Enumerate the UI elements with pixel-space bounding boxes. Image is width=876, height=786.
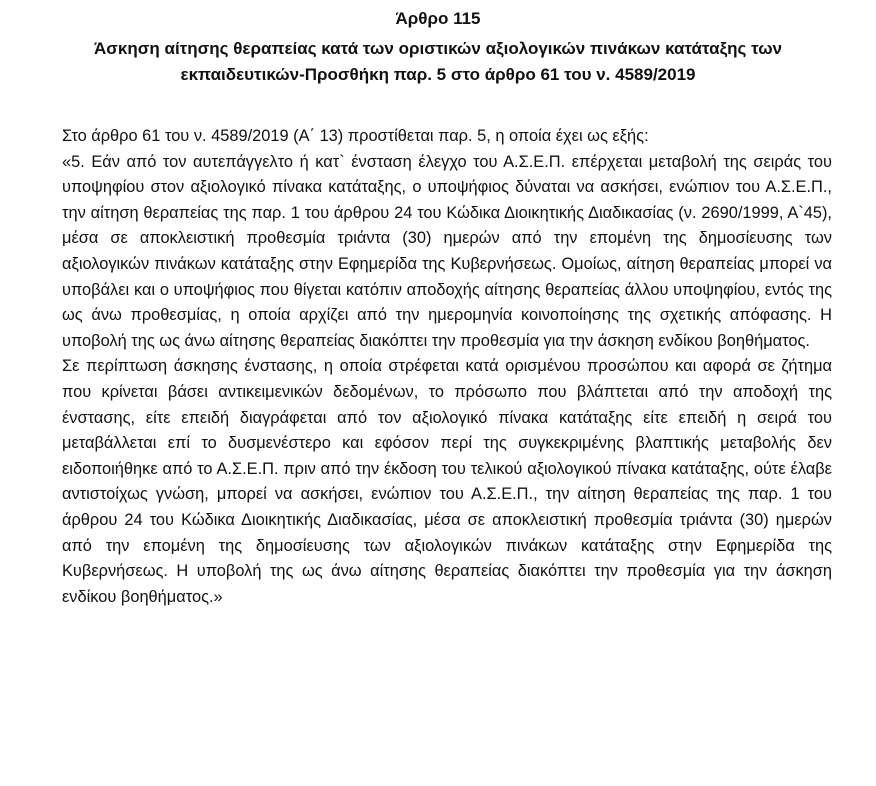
amendment-paragraph-2: Σε περίπτωση άσκησης ένστασης, η οποία στρέφεται κατά ορισμένου προσώπου και αφορά σε ζήτημα που κρίνεται βάσει αντικειμενικών δεδομένων, το πρόσωπο που βλάπτεται από την αποδοχή της ένστασης, είτε επειδή διαγράφεται από τον αξιολογικό πίνακα κατάταξης είτε επειδή η σειρά του μεταβάλλεται επί το δυσμενέστερο και εφόσον περί της συγκεκριμένης βλαπτικής μεταβολής δεν ειδοποιήθηκε από το Α.Σ.Ε.Π. πριν από την έκδοση του τελικού αξιολογικού πίνακα κατάταξης, ούτε έλαβε αντιστοίχως γνώση, μπορεί να ασκήσει, ενώπιον του Α.Σ.Ε.Π., την αίτηση θεραπείας της παρ. 1 του άρθρου 24 του Κώδικα Διοικητικής Διαδικασίας, μέσα σε αποκλειστική προθεσμία τριάντα (30) ημερών από την επομένη της δημοσίευσης των αξιολογικών πινάκων κατάταξης στην Εφημερίδα της Κυβερνήσεως. Η υποβολή της ως άνω αίτησης θεραπείας διακόπτει την προθεσμία για την άσκηση ενδίκου βοηθήματος.»: [62, 357, 832, 606]
article-number: Άρθρο 115: [395, 9, 481, 28]
amendment-paragraph-1: «5. Εάν από τον αυτεπάγγελτο ή κατ` ένσταση έλεγχο του Α.Σ.Ε.Π. επέρχεται μεταβολή της σειράς του υποψηφίου στον αξιολογικό πίνακα κατάταξης, ο υποψήφιος δύναται να ασκήσει, ενώπιον του Α.Σ.Ε.Π., την αίτηση θεραπείας της παρ. 1 του άρθρου 24 του Κώδικα Διοικητικής Διαδικασίας (ν. 2690/1999, Α`45), μέσα σε αποκλειστική προθεσμία τριάντα (30) ημερών από την επομένη της δημοσίευσης των αξιολογικών πινάκων κατάταξης στην Εφημερίδα της Κυβερνήσεως. Ομοίως, αίτηση θεραπείας μπορεί να υποβάλει και ο υποψήφιος που θίγεται κατόπιν αποδοχής αίτησης θεραπείας άλλου υποψηφίου, εντός της ως άνω προθεσμίας, η οποία αρχίζει από την ημερομηνία κοινοποίησης της σχετικής απόφασης. Η υποβολή της ως άνω αίτησης θεραπείας διακόπτει την προθεσμία για την άσκηση ενδίκου βοηθήματος.: [62, 152, 832, 350]
article-body: [62, 124, 832, 610]
article-title: Άσκηση αίτησης θεραπείας κατά των οριστικών αξιολογικών πινάκων κατάταξης των εκπαιδευτικών-Προσθήκη παρ. 5 στο άρθρο 61 του ν. 4589/2019: [93, 39, 783, 84]
intro-paragraph: Στο άρθρο 61 του ν. 4589/2019 (Α΄ 13) προστίθεται παρ. 5, η οποία έχει ως εξής:: [62, 127, 649, 145]
